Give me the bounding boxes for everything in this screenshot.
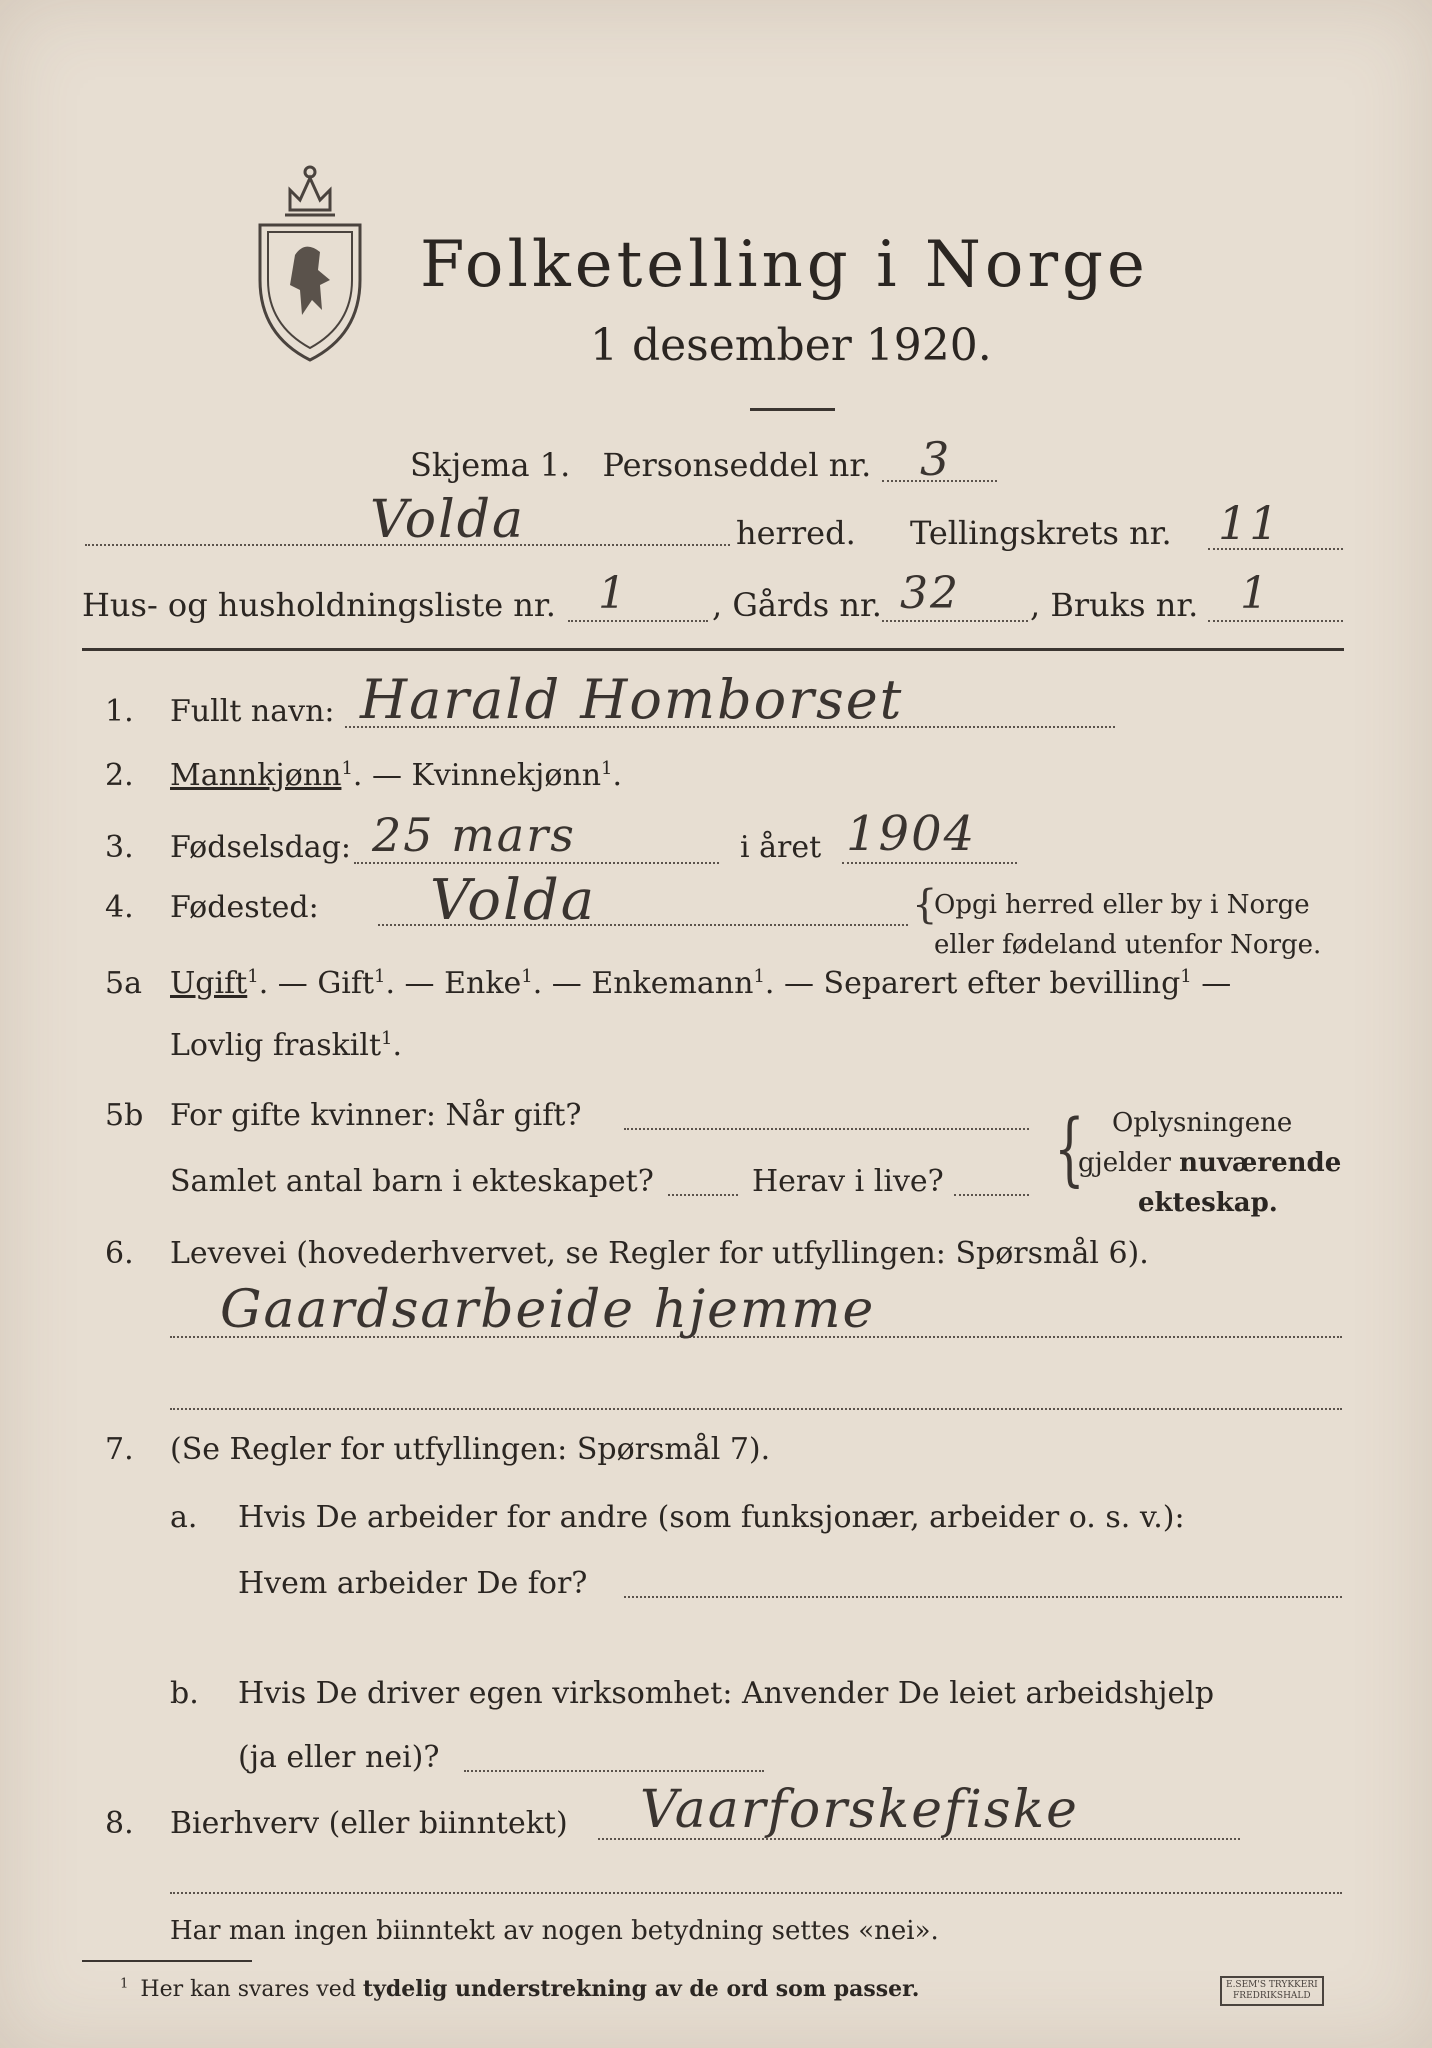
q8-value: Vaarforskefiske	[640, 1780, 1079, 1840]
q5a-number: 5a	[105, 966, 142, 1001]
q2-text: Mannkjønn$^1$. — Kvinnekjønn$^1$.	[170, 758, 623, 793]
q5a-separert: Separert efter bevilling	[823, 966, 1181, 1001]
herred-label: herred.	[736, 514, 856, 552]
q2-mann: Mannkjønn	[170, 758, 342, 793]
husliste-label: Hus- og husholdningsliste nr.	[82, 586, 556, 624]
q4-note-line2: eller fødeland utenfor Norge.	[934, 930, 1322, 960]
q5b-number: 5b	[105, 1098, 144, 1133]
q5a-enkemann: Enkemann	[591, 966, 754, 1001]
personseddel-value: 3	[920, 432, 952, 486]
title-divider	[750, 408, 835, 411]
q5a-ugift: Ugift	[170, 966, 248, 1001]
q5a-enke: Enke	[444, 966, 522, 1001]
q5a-fraskilt: Lovlig fraskilt	[170, 1028, 382, 1063]
q4-number: 4.	[105, 890, 134, 925]
footnote: $^1$ Her kan svares ved tydelig understrekning av de ord som passer.	[120, 1976, 920, 2002]
q3-number: 3.	[105, 830, 134, 865]
q5a-options: Ugift$^1$. — Gift$^1$. — Enke$^1$. — Enkemann$^1$. — Separert efter bevilling$^1$ —	[170, 966, 1232, 1001]
q7b-question: (ja eller nei)?	[238, 1740, 440, 1775]
q4-value: Volda	[430, 868, 597, 933]
schema-label: Skjema 1.	[410, 446, 571, 484]
q6-value: Gaardsarbeide hjemme	[220, 1280, 876, 1340]
q3-year-label: i året	[740, 830, 822, 865]
q7-number: 7.	[105, 1432, 134, 1467]
q1-label: Fullt navn:	[170, 694, 335, 729]
gards-line	[882, 620, 1028, 622]
q5b-note-line1: Oplysningene	[1112, 1108, 1293, 1138]
q7b-letter: b.	[170, 1676, 199, 1711]
q7b-text: Hvis De driver egen virksomhet: Anvender De leiet arbeidshjelp	[238, 1676, 1215, 1711]
q2-kvinne: Kvinnekjønn	[411, 758, 602, 793]
q5b-brace: {	[1054, 1102, 1085, 1195]
q3-day-line	[354, 862, 719, 864]
footnote-rule	[82, 1960, 252, 1962]
q5b-note-line3: ekteskap.	[1138, 1188, 1278, 1218]
q5b-barn-label: Samlet antal barn i ekteskapet?	[170, 1164, 654, 1199]
q6-line2	[170, 1408, 1342, 1410]
footer-note: Har man ingen biinntekt av nogen betydning settes «nei».	[170, 1916, 939, 1946]
q2-number: 2.	[105, 758, 134, 793]
q8-label: Bierhverv (eller biinntekt)	[170, 1806, 568, 1841]
q5b-label: For gifte kvinner: Når gift?	[170, 1098, 582, 1133]
q5b-note-line2: gjelder nuværende	[1078, 1148, 1342, 1178]
herred-value: Volda	[370, 490, 526, 550]
q6-number: 6.	[105, 1236, 134, 1271]
q5b-live-line	[954, 1194, 1029, 1196]
gards-label: , Gårds nr.	[712, 586, 882, 624]
q5b-gift-line	[624, 1128, 1029, 1130]
gards-value: 32	[900, 568, 960, 619]
q5b-live-label: Herav i live?	[752, 1164, 944, 1199]
husliste-value: 1	[598, 568, 628, 619]
q1-value: Harald Homborset	[360, 668, 904, 731]
q7-label: (Se Regler for utfyllingen: Spørsmål 7).	[170, 1432, 771, 1467]
q4-note-line1: Opgi herred eller by i Norge	[934, 890, 1310, 920]
q3-day-value: 25 mars	[372, 808, 576, 862]
q5b-barn-line	[668, 1194, 738, 1196]
q3-label: Fødselsdag:	[170, 830, 351, 865]
bruks-label: , Bruks nr.	[1030, 586, 1199, 624]
printer-stamp: E.SEM'S TRYKKERI FREDRIKSHALD	[1220, 1976, 1324, 2006]
q7b-line	[464, 1770, 764, 1772]
q5a-fraskilt-line: Lovlig fraskilt$^1$.	[170, 1028, 403, 1063]
bruks-value: 1	[1240, 568, 1270, 619]
norway-coat-of-arms-icon	[250, 160, 370, 365]
q4-brace: {	[912, 882, 938, 928]
q8-number: 8.	[105, 1806, 134, 1841]
header-separator	[82, 648, 1344, 651]
tellingskrets-label: Tellingskrets nr.	[910, 514, 1172, 552]
census-date: 1 desember 1920.	[590, 320, 992, 371]
q3-year-value: 1904	[846, 806, 977, 862]
q7a-question: Hvem arbeider De for?	[238, 1566, 588, 1601]
personseddel-label: Personseddel nr.	[602, 446, 872, 484]
bruks-line	[1208, 620, 1343, 622]
husliste-line	[568, 620, 708, 622]
q8-line2	[170, 1892, 1342, 1894]
q4-label: Fødested:	[170, 890, 319, 925]
q7a-text: Hvis De arbeider for andre (som funksjonær, arbeider o. s. v.):	[238, 1500, 1185, 1535]
tellingskrets-value: 11	[1218, 496, 1281, 550]
q7a-line	[624, 1596, 1342, 1598]
q3-year-line	[842, 862, 1017, 864]
q5a-gift: Gift	[317, 966, 375, 1001]
q7a-letter: a.	[170, 1500, 198, 1535]
q1-number: 1.	[105, 694, 134, 729]
form-title: Folketelling i Norge	[420, 228, 1149, 302]
q6-label: Levevei (hovederhvervet, se Regler for utfyllingen: Spørsmål 6).	[170, 1236, 1149, 1271]
